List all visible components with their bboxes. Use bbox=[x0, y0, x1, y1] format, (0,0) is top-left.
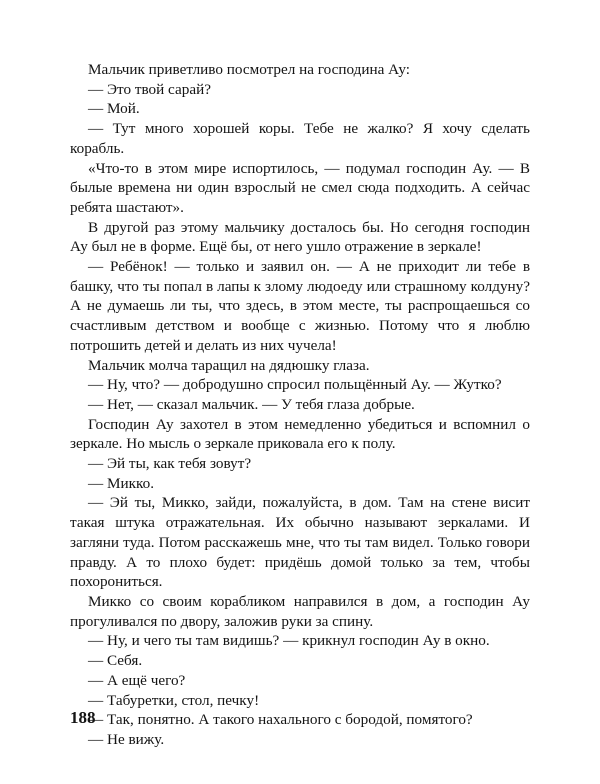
paragraph: — Микко. bbox=[88, 474, 154, 492]
paragraph: — Не вижу. bbox=[88, 730, 165, 748]
paragraph: — Табуретки, стол, печку! bbox=[88, 691, 260, 709]
paragraph: — Это твой сарай? bbox=[88, 80, 211, 98]
paragraph: «Что-то в этом мире испортилось, — подумал господин Ау. — В былые времена ни один взрослый не смел сюда подходить. А сейчас ребята шастают». bbox=[70, 159, 530, 216]
paragraph: — Ну, что? — добродушно спросил польщённый Ау. — Жутко? bbox=[88, 376, 502, 394]
paragraph: — Ребёнок! — только и заявил он. — А не приходит ли тебе в башку, что ты попал в лапы к злому людоеду или страшному колдуну? А не думаешь ли ты, что здесь, в этом месте, ты распрощаешься со счастливым детством и вообще с жизнью. Потому что я люблю потрошить детей и делать из них чучела! bbox=[70, 258, 530, 354]
paragraph: Господин Ау захотел в этом немедленно убедиться и вспомнил о зеркале. Но мысль о зеркале приковала его к полу. bbox=[70, 415, 530, 453]
paragraph: Мальчик молча таращил на дядюшку глаза. bbox=[88, 356, 370, 374]
paragraph: — Себя. bbox=[88, 652, 143, 670]
page-body-text bbox=[70, 60, 530, 750]
paragraph: — Так, понятно. А такого нахального с бородой, помятого? bbox=[88, 711, 473, 729]
paragraph: Мальчик приветливо посмотрел на господина Ау: bbox=[88, 61, 410, 78]
paragraph: — Ну, и чего ты там видишь? — крикнул господин Ау в окно. bbox=[88, 632, 490, 650]
paragraph: — Эй ты, Микко, зайди, пожалуйста, в дом. Там на стене висит такая штука отражательная. Их обычно называют зеркалами. И загляни туда. Потом расскажешь мне, что ты там видел. Только говори правду. А то плохо будет: придёшь домой только за тем, чтобы похорониться. bbox=[70, 494, 530, 591]
paragraph: В другой раз этому мальчику досталось бы. Но сегодня господин Ау был не в форме. Ещё бы, от него ушло отражение в зеркале! bbox=[70, 218, 530, 256]
paragraph: — Мой. bbox=[88, 100, 140, 118]
paragraph: — Эй ты, как тебя зовут? bbox=[88, 455, 252, 473]
paragraph: — Нет, — сказал мальчик. — У тебя глаза добрые. bbox=[88, 395, 415, 413]
page-number: 188 bbox=[70, 708, 96, 727]
paragraph: — Тут много хорошей коры. Тебе не жалко? Я хочу сделать корабль. bbox=[70, 120, 530, 157]
paragraph: — А ещё чего? bbox=[88, 671, 186, 689]
paragraph: Микко со своим корабликом направился в дом, а господин Ау прогуливался по двору, заложив руки за спину. bbox=[70, 592, 530, 630]
